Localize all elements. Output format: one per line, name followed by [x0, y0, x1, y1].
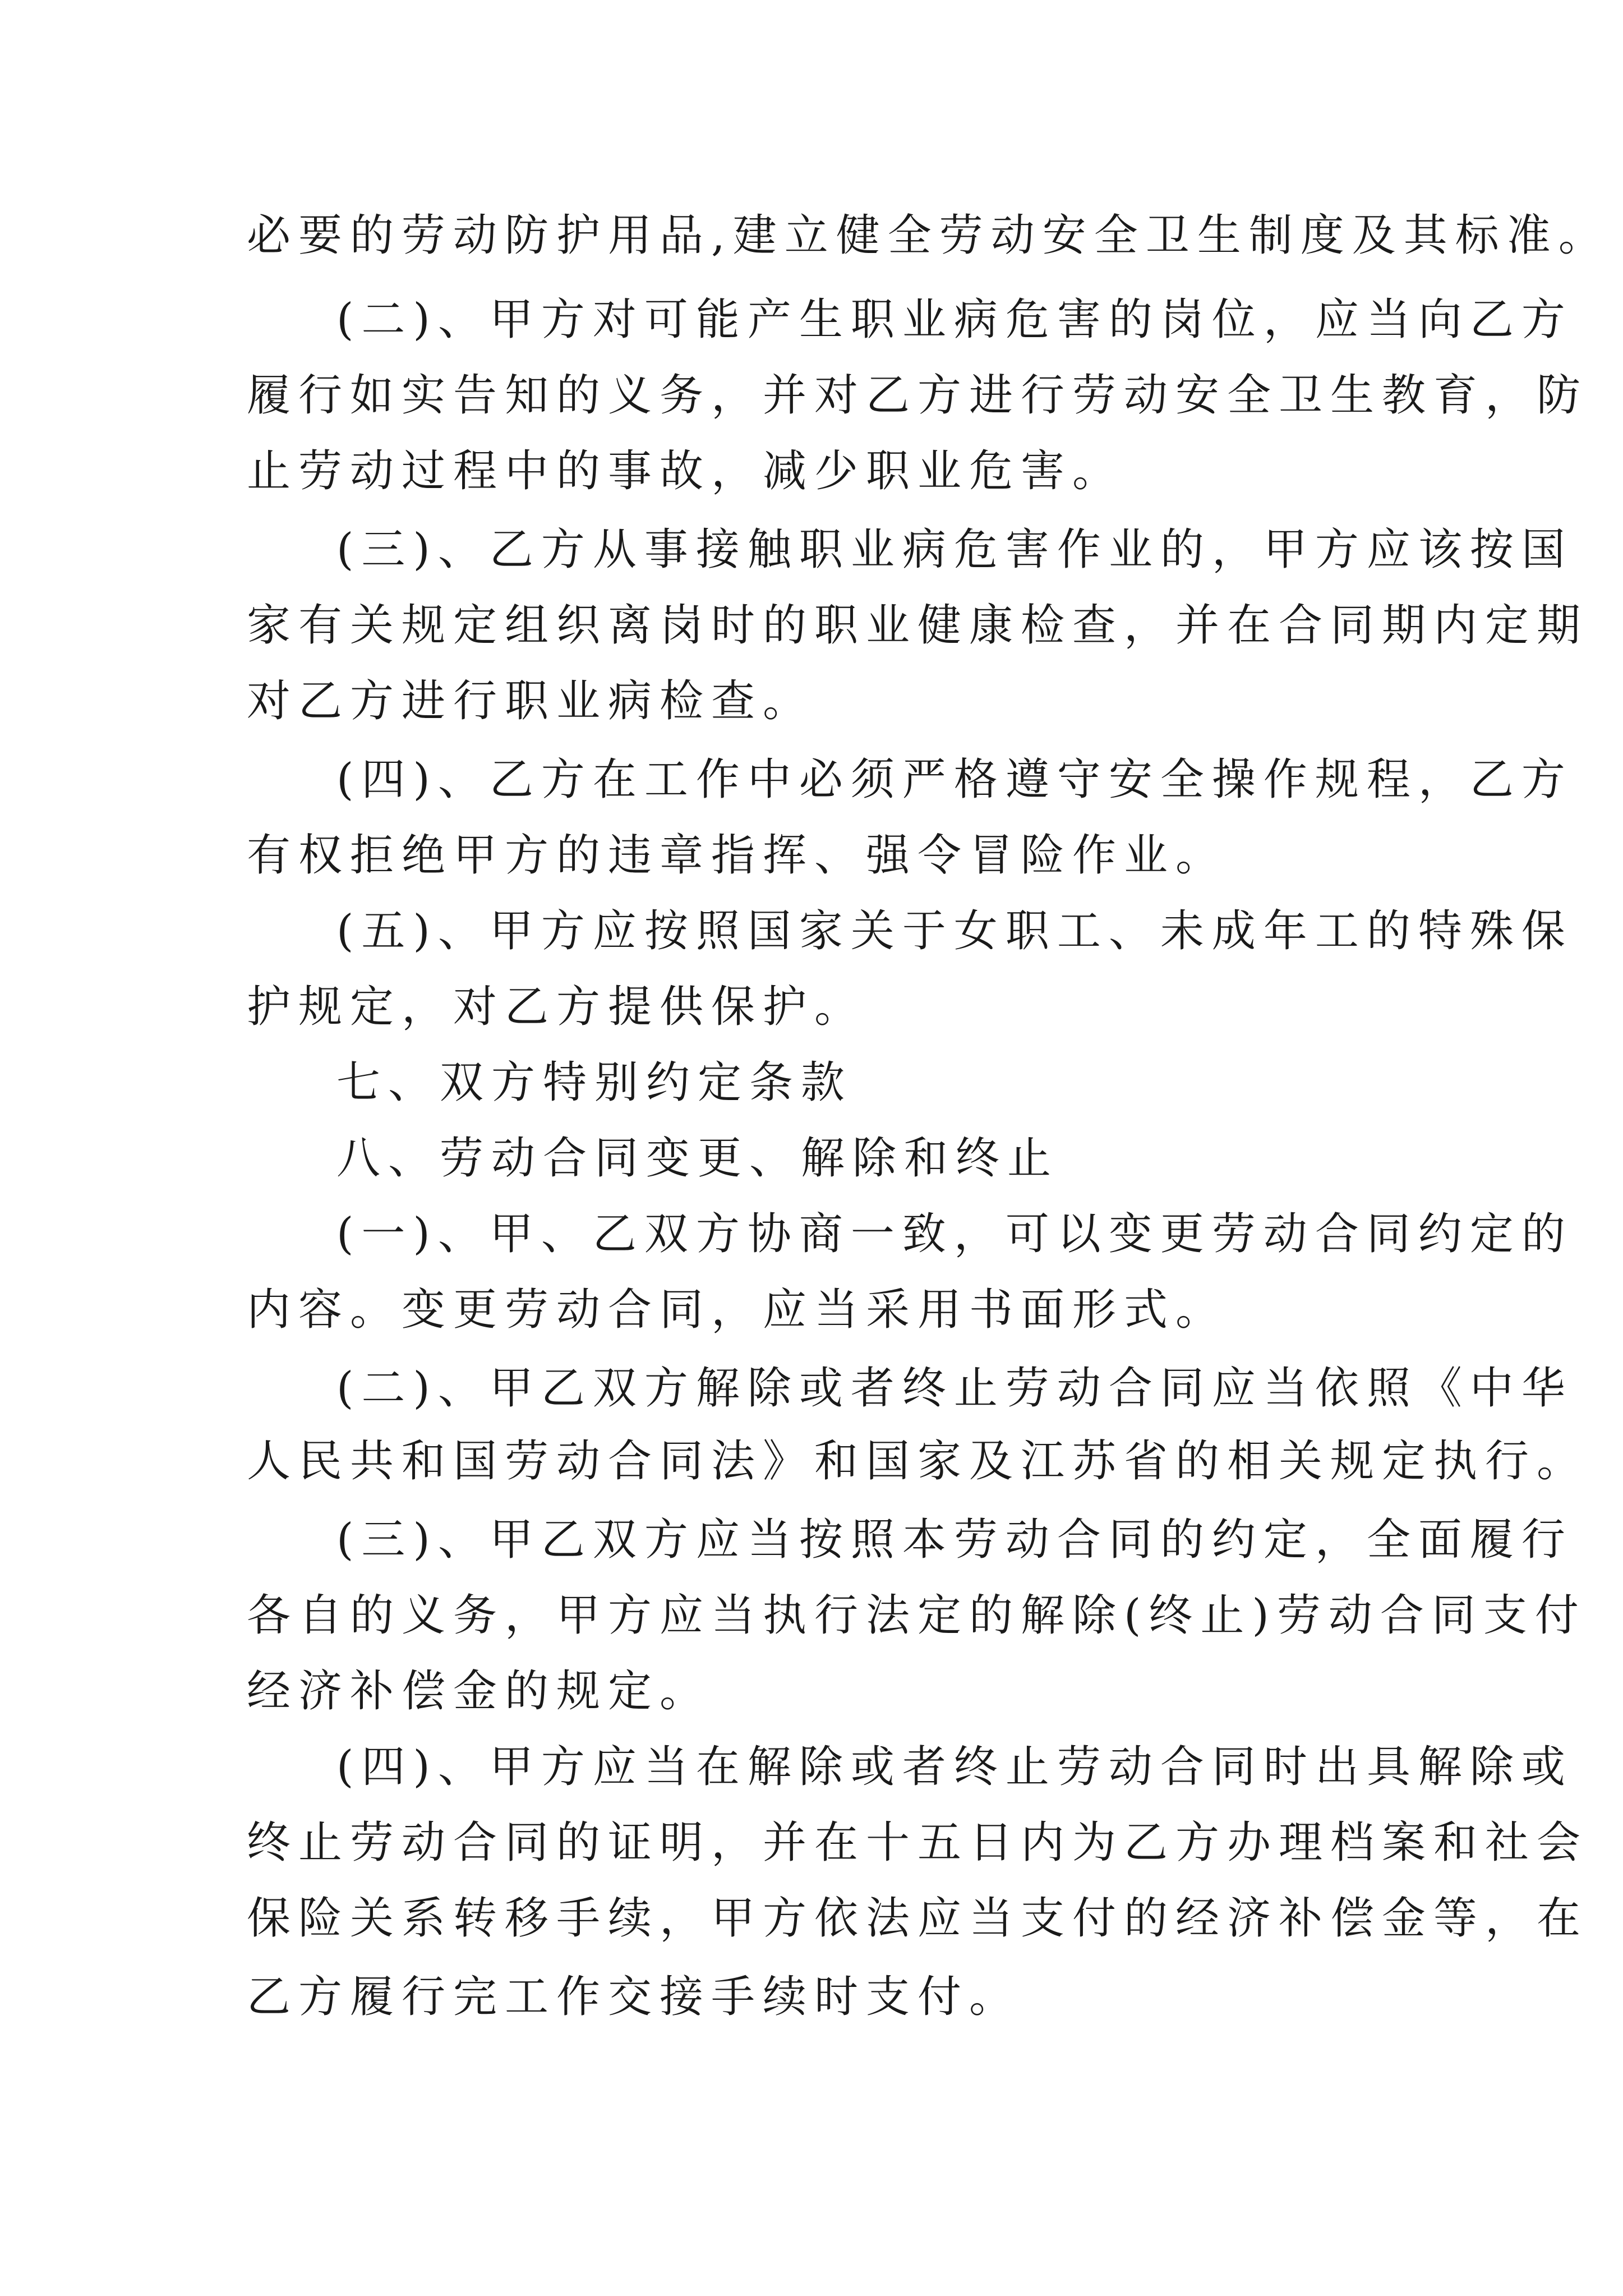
text-line: (三)、乙方从事接触职业病危害作业的，甲方应该按国 — [336, 524, 1573, 575]
text-line: (二)、甲乙双方解除或者终止劳动合同应当依照《中华 — [336, 1363, 1573, 1414]
text-line: 必要的劳动防护用品,建立健全劳动安全卫生制度及其标准。 — [247, 210, 1610, 261]
text-line: 各自的义务，甲方应当执行法定的解除(终止)劳动合同支付 — [247, 1590, 1587, 1641]
text-line: 家有关规定组织离岗时的职业健康检查，并在合同期内定期 — [247, 600, 1589, 651]
text-line: (四)、甲方应当在解除或者终止劳动合同时出具解除或 — [336, 1742, 1573, 1792]
text-line: 保险关系转移手续，甲方依法应当支付的经济补偿金等，在 — [247, 1893, 1589, 1944]
text-line: (四)、乙方在工作中必须严格遵守安全操作规程，乙方 — [336, 754, 1573, 805]
text-line: 护规定，对乙方提供保护。 — [247, 982, 866, 1032]
text-line: 人民共和国劳动合同法》和国家及江苏省的相关规定执行。 — [247, 1436, 1589, 1487]
section-heading: 八、劳动合同变更、解除和终止 — [336, 1133, 1059, 1184]
text-line: 对乙方进行职业病检查。 — [247, 676, 815, 726]
text-line: (二)、甲方对可能产生职业病危害的岗位，应当向乙方 — [336, 295, 1573, 345]
text-line: 终止劳动合同的证明，并在十五日内为乙方办理档案和社会 — [247, 1818, 1589, 1868]
text-line: 履行如实告知的义务，并对乙方进行劳动安全卫生教育，防 — [247, 370, 1589, 421]
text-line: 经济补偿金的规定。 — [247, 1666, 712, 1717]
section-heading: 七、双方特别约定条款 — [336, 1057, 853, 1108]
text-line: 内容。变更劳动合同，应当采用书面形式。 — [247, 1285, 1228, 1335]
text-line: (五)、甲方应按照国家关于女职工、未成年工的特殊保 — [336, 906, 1573, 956]
text-line: 有权拒绝甲方的违章指挥、强令冒险作业。 — [247, 830, 1228, 881]
text-line: (三)、甲乙双方应当按照本劳动合同的约定，全面履行 — [336, 1515, 1573, 1565]
text-line: 乙方履行完工作交接手续时支付。 — [247, 1972, 1021, 2022]
text-line: (一)、甲、乙双方协商一致，可以变更劳动合同约定的 — [336, 1209, 1573, 1259]
text-line: 止劳动过程中的事故，减少职业危害。 — [247, 446, 1124, 496]
